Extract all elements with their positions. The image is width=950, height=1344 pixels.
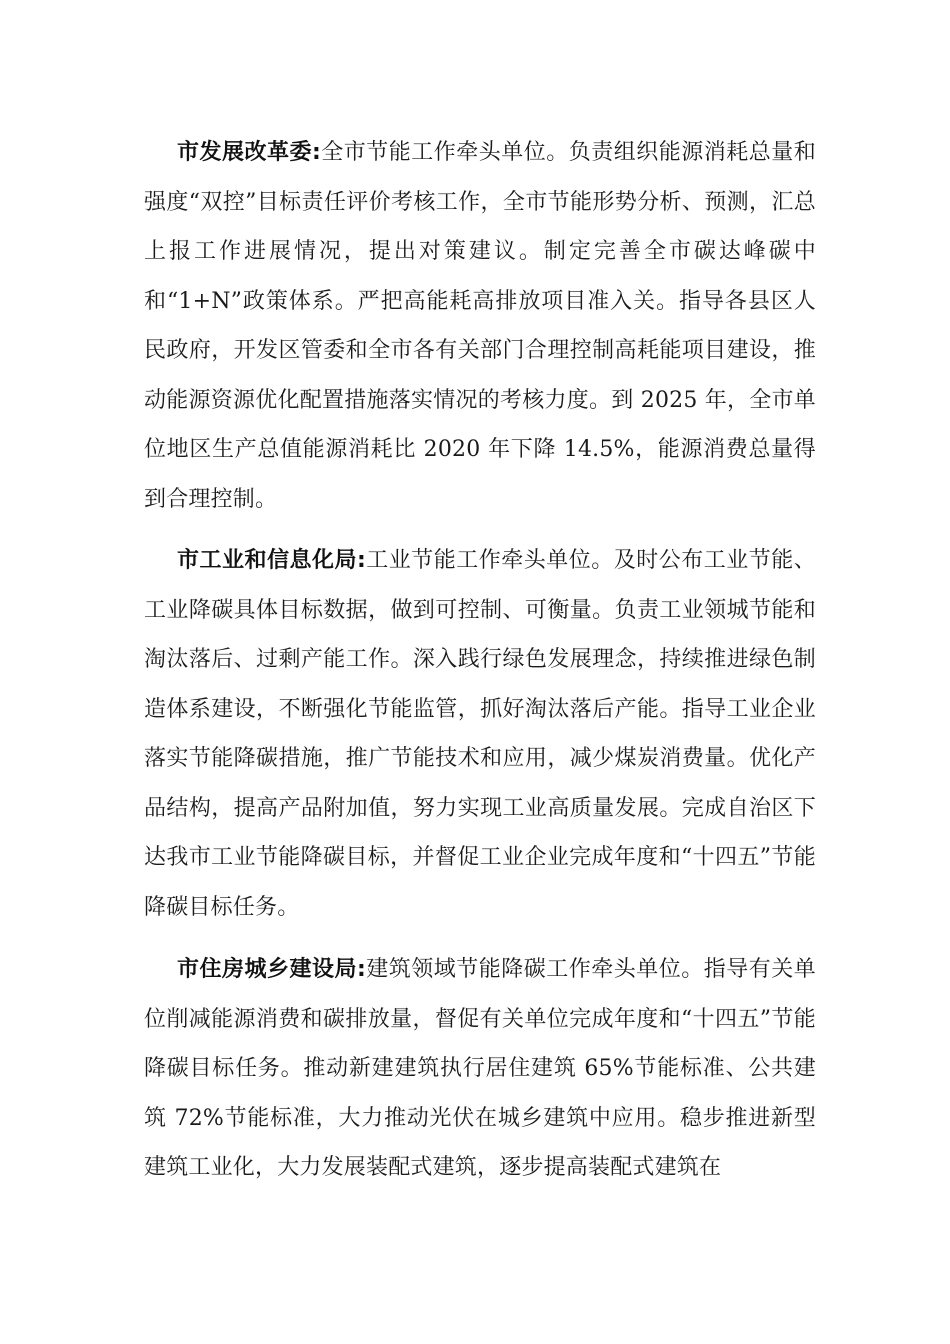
paragraph-heading: 市住房城乡建设局: — [177, 957, 366, 982]
paragraph-housing-construction-bureau — [144, 945, 816, 1193]
paragraph-development-reform-commission — [144, 128, 816, 524]
paragraph-heading: 市发展改革委: — [177, 140, 321, 165]
paragraph-industry-information-bureau — [144, 536, 816, 932]
paragraph-text: 建筑领域节能降碳工作牵头单位。指导有关单位削减能源消费和碳排放量，督促有关单位完成年度和“十四五”节能降碳目标任务。推动新建建筑执行居住建筑 65%节能标准、公共建筑 72%节能标准，大力推动光伏在城乡建筑中应用。稳步推进新型建筑工业化，大力发展装配式建筑，逐步提高装配式建筑在 — [144, 957, 816, 1180]
paragraph-text: 全市节能工作牵头单位。负责组织能源消耗总量和强度“双控”目标责任评价考核工作，全市节能形势分析、预测，汇总上报工作进展情况，提出对策建议。制定完善全市碳达峰碳中和“1+N”政策体系。严把高能耗高排放项目准入关。指导各县区人民政府，开发区管委和全市各有关部门合理控制高耗能项目建设，推动能源资源优化配置措施落实情况的考核力度。到 2025 年，全市单位地区生产总值能源消耗比 2020 年下降 14.5%，能源消费总量得到合理控制。 — [144, 140, 816, 512]
paragraph-text: 工业节能工作牵头单位。及时公布工业节能、工业降碳具体目标数据，做到可控制、可衡量。负责工业领城节能和淘汰落后、过剩产能工作。深入践行绿色发展理念，持续推进绿色制造体系建设，不断强化节能监管，抓好淘汰落后产能。指导工业企业落实节能降碳措施，推广节能技术和应用，减少煤炭消费量。优化产品结构，提高产品附加值，努力实现工业高质量发展。完成自治区下达我市工业节能降碳目标，并督促工业企业完成年度和“十四五”节能降碳目标任务。 — [144, 548, 816, 920]
paragraph-heading: 市工业和信息化局: — [177, 548, 366, 573]
